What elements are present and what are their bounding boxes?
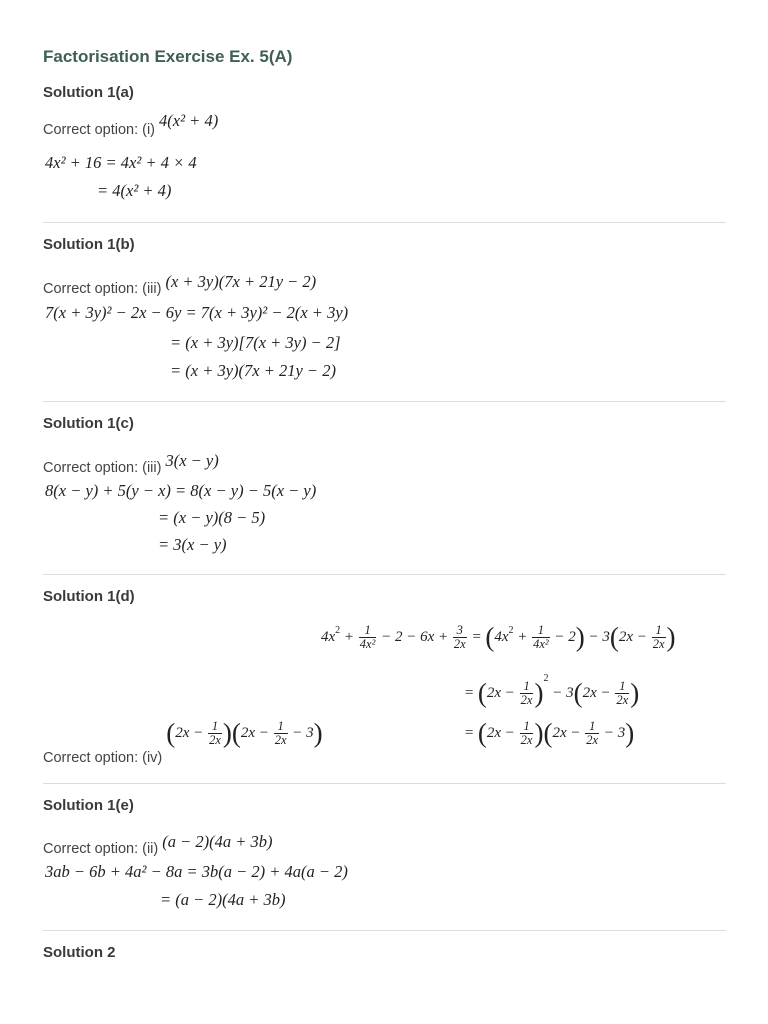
step-line: = (x + 3y)(7x + 21y − 2) (170, 361, 336, 380)
fraction: $\frac{1}{2x}$ (652, 623, 665, 651)
option-label: Correct option: (iii) (43, 281, 162, 297)
answer-expression: (2x − $\frac{1}{2x}$ )(2x − $\frac{1}{2x}$ − 3) (166, 718, 323, 748)
step-line: 8(x − y) + 5(y − x) = 8(x − y) − 5(x − y) (45, 481, 317, 500)
correct-option (43, 451, 219, 477)
fraction: $\frac{1}{2x}$ (274, 719, 287, 747)
fraction: $\frac{1}{\text{4x²}}$ (359, 623, 376, 651)
step-line: = (x + 3y)[7(x + 3y) − 2] (170, 333, 341, 352)
step-line: 3ab − 6b + 4a² − 8a = 3b(a − 2) + 4a(a − 2) (45, 862, 348, 881)
option-label: Correct option: (ii) (43, 841, 159, 857)
option-label: Correct option: (i) (43, 122, 156, 138)
fraction: $\frac{1}{2x}$ (616, 679, 629, 708)
solution-heading: Solution 1(d) (43, 588, 135, 605)
step-line: = (x − y)(8 − 5) (158, 508, 266, 527)
option-label: Correct option: (iv) (43, 749, 163, 766)
fraction: $\frac{1}{2x}$ (520, 679, 533, 708)
step-line: = (a − 2)(4a + 3b) (160, 890, 286, 909)
page-title: Factorisation Exercise Ex. 5(A) (43, 47, 293, 66)
step-line: 4x² + 16 = 4x² + 4 × 4 (45, 153, 197, 172)
correct-option (43, 832, 273, 858)
step-line: = (2x − $\frac{1}{2x}$ )(2x − $\frac{1}{2x}$ − 3) (464, 718, 635, 748)
fraction: $\frac{1}{\text{4x²}}$ (533, 623, 549, 651)
option-label: Correct option: (iii) (43, 460, 162, 476)
step-line: 7(x + 3y)² − 2x − 6y = 7(x + 3y)² − 2(x + 3y) (45, 303, 349, 322)
answer-expression: (a − 2)(4a + 3b) (162, 832, 273, 851)
answer-expression: 3(x − y) (165, 451, 219, 470)
section-divider (43, 574, 726, 575)
step-line: = (2x − $\frac{1}{2x}$ )$^2$ − 3(2x − $\frac{1}{2x}$ ) (464, 673, 640, 709)
section-divider (43, 222, 726, 223)
fraction: $\frac{1}{2x}$ (586, 719, 599, 747)
answer-expression: 4(x² + 4) (159, 111, 219, 130)
step-line: $4x^2$ + $\frac{1}{\text{4x²}}$ − 2 − 6x + $\frac{3}{2x}$ = ($4x^2$ + $\frac{1}{\text{4x²}}$ − 2) − 3(2x − $\frac{1}{2x}$ ) (321, 622, 676, 652)
fraction: $\frac{1}{2x}$ (520, 719, 533, 747)
solution-heading: Solution 1(c) (43, 415, 134, 432)
step-line: = 4(x² + 4) (97, 181, 172, 200)
solution-heading: Solution 2 (43, 944, 116, 961)
solution-heading: Solution 1(a) (43, 84, 134, 101)
correct-option (43, 272, 317, 298)
step-line: = 3(x − y) (158, 535, 227, 554)
section-divider (43, 401, 726, 402)
solution-heading: Solution 1(b) (43, 236, 135, 253)
section-divider (43, 930, 726, 931)
fraction: $\frac{1}{2x}$ (209, 719, 221, 747)
correct-option (43, 111, 219, 139)
correct-option (43, 718, 323, 766)
solution-heading: Solution 1(e) (43, 797, 134, 814)
fraction: $\frac{3}{2x}$ (453, 623, 466, 651)
answer-expression: (x + 3y)(7x + 21y − 2) (165, 272, 317, 291)
section-divider (43, 783, 726, 784)
